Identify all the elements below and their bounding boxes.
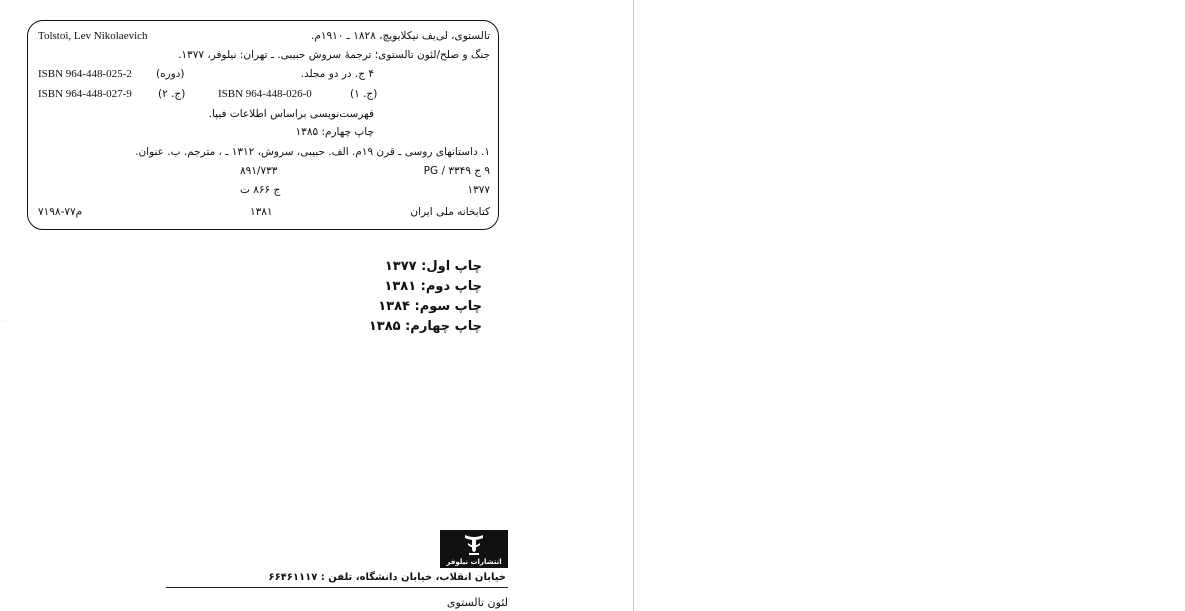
author-footer: لئون تالستوی [446, 596, 508, 609]
isbn-vol1: ISBN 964-448-026-0 [218, 88, 312, 100]
edition-second: چاپ دوم: ۱۳۸۱ [384, 279, 482, 294]
cataloging-record-box [27, 20, 499, 230]
edition-first: چاپ اول: ۱۳۷۷ [384, 259, 482, 274]
class-dewey-cutter: ج ۸۶۶ ت [240, 184, 281, 196]
publisher-address: خیابان انقلاب، خیابان دانشگاه، تلفن : ۶۶۴۶۱۱۱۷ [268, 572, 506, 583]
class-pg: ۹ ج ۳۳۴۹ / PG [423, 165, 490, 177]
isbn-vol2: ISBN 964-448-027-9 [38, 88, 132, 100]
author-name-latin: Tolstoi, Lev Nikolaevich [38, 30, 148, 42]
isbn-set-label: (دوره) [156, 68, 185, 80]
physical-description: ۴ ج. در دو مجلد. [300, 68, 374, 80]
library-number: م۷۷-۷۱۹۸ [38, 206, 83, 218]
isbn-vol2-label: (ج. ۲) [158, 88, 186, 100]
publisher-logo [440, 530, 508, 568]
isbn-vol1-label: (ج. ۱) [350, 88, 378, 100]
isbn-set: ISBN 964-448-025-2 [38, 68, 132, 80]
edition-fourth: چاپ چهارم: ۱۳۸۵ [368, 319, 482, 334]
edition-history [300, 257, 482, 337]
title-statement: جنگ و صلح/لئون تالستوی؛ ترجمهٔ سروش حبیبی. ـ تهران: نیلوفر، ۱۳۷۷. [178, 49, 490, 61]
library-label: کتابخانه ملی ایران [410, 206, 490, 218]
edition-third: چاپ سوم: ۱۳۸۴ [378, 299, 482, 314]
class-pg-year: ۱۳۷۷ [467, 184, 490, 196]
publisher-logo-text: انتشارات نیلوفر [446, 558, 502, 566]
divider [166, 587, 508, 588]
subjects: ۱. داستانهای روسی ـ قرن ۱۹م. الف. حبیبی، سروش، ۱۳۱۲ ـ ، مترجم. ب. عنوان. [135, 146, 490, 158]
lotus-icon [462, 532, 486, 558]
margin-mark: · [2, 318, 4, 325]
fipa-note: فهرست‌نویسی براساس اطلاعات فیپا. [208, 108, 374, 120]
print-note: چاپ چهارم: ۱۳۸۵ [295, 126, 374, 138]
class-dewey: ۸۹۱/۷۳۳ [240, 165, 278, 177]
right-page-blank [634, 0, 1185, 611]
author-heading: تالستوی، لی‌یف نیکلایویچ، ۱۸۲۸ ـ ۱۹۱۰م. [311, 30, 490, 42]
library-year: ۱۳۸۱ [250, 206, 273, 218]
